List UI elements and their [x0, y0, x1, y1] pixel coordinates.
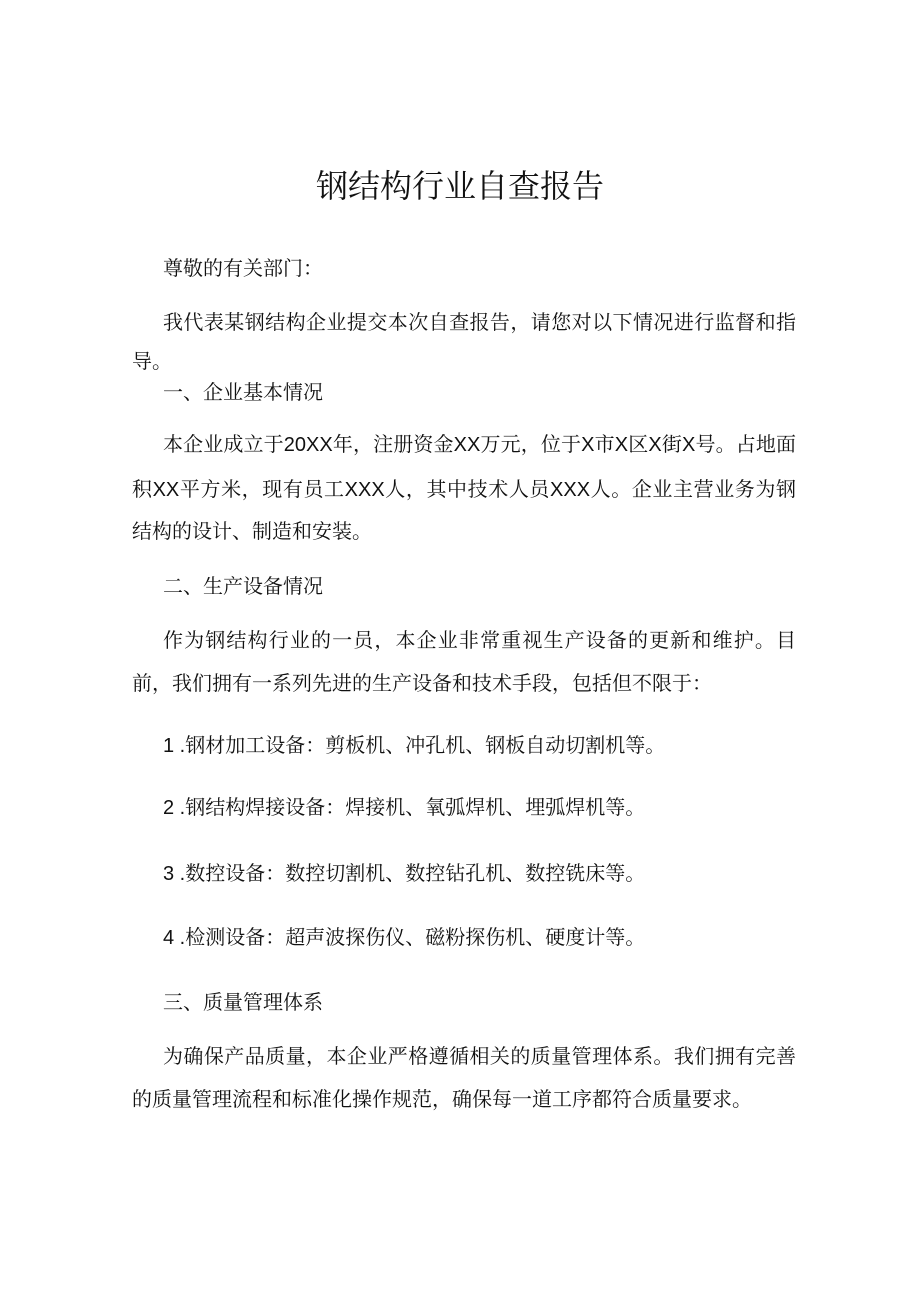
paragraph-line: 前，我们拥有一系列先进的生产设备和技术手段，包括但不限于：	[132, 673, 712, 695]
list-item: 4 .检测设备：超声波探伤仪、磁粉探伤机、硬度计等。	[163, 927, 646, 949]
paragraph-line: 为确保产品质量，本企业严格遵循相关的质量管理体系。我们拥有完善	[163, 1046, 796, 1068]
salutation: 尊敬的有关部门：	[163, 258, 323, 280]
intro-line: 导。	[132, 351, 172, 373]
document-title: 钢结构行业自查报告	[315, 168, 604, 204]
intro-line: 我代表某钢结构企业提交本次自查报告，请您对以下情况进行监督和指	[163, 312, 796, 334]
paragraph-line: 结构的设计、制造和安装。	[132, 521, 372, 543]
paragraph-line: 积XX平方米，现有员工XXX人，其中技术人员XXX人。企业主营业务为钢	[132, 479, 796, 501]
section-heading: 二、生产设备情况	[163, 576, 323, 598]
section-heading: 一、企业基本情况	[163, 382, 323, 404]
section-heading: 三、质量管理体系	[163, 992, 323, 1014]
list-item: 1 .钢材加工设备：剪板机、冲孔机、钢板自动切割机等。	[163, 735, 666, 757]
paragraph-line: 的质量管理流程和标准化操作规范，确保每一道工序都符合质量要求。	[132, 1089, 752, 1111]
list-item: 3 .数控设备：数控切割机、数控钻孔机、数控铣床等。	[163, 863, 646, 885]
list-item: 2 .钢结构焊接设备：焊接机、氧弧焊机、埋弧焊机等。	[163, 797, 646, 819]
paragraph-line: 作为钢结构行业的一员，本企业非常重视生产设备的更新和维护。目	[163, 630, 796, 652]
paragraph-line: 本企业成立于20XX年，注册资金XX万元，位于X市X区X街X号。占地面	[163, 434, 796, 456]
